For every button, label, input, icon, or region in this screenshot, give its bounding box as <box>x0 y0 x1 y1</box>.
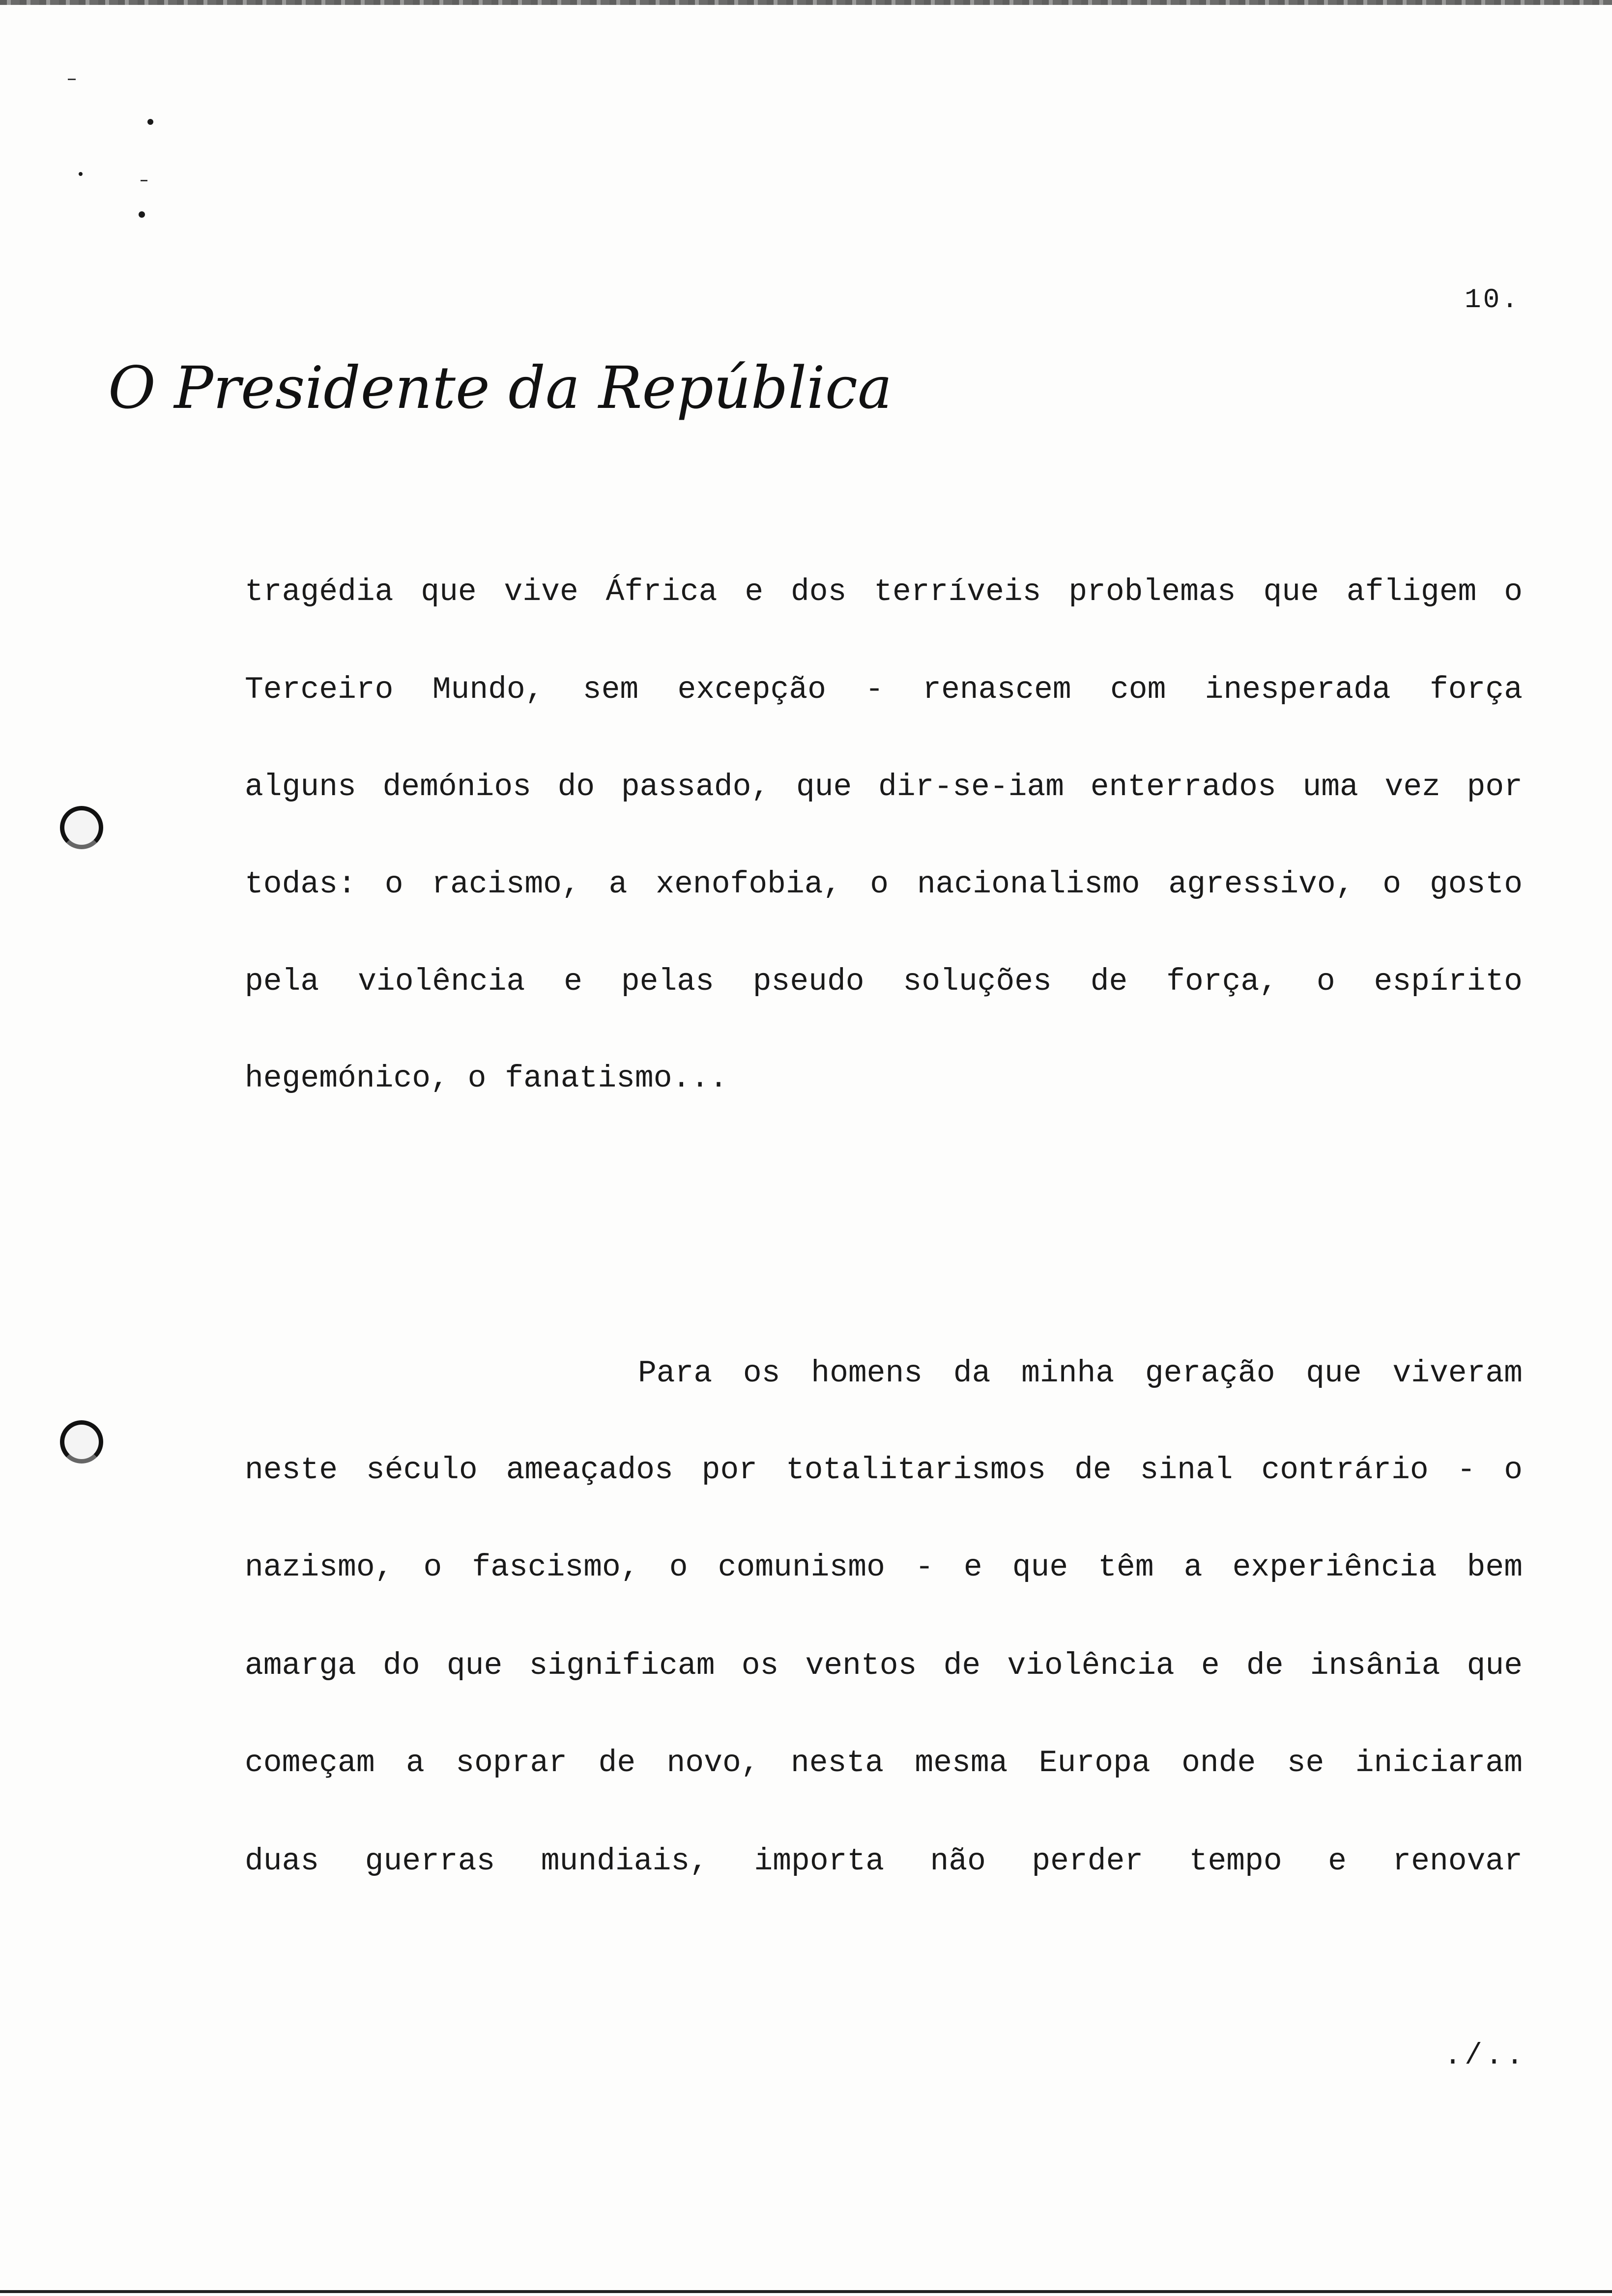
paragraph-1-line-4: todas: o racismo, a xenofobia, o nacionalismo agressivo, o gosto <box>245 867 1523 902</box>
paragraph-2-line-4: amarga do que significam os ventos de violência e de insânia que <box>245 1648 1523 1683</box>
paragraph-2-line-1: Para os homens da minha geração que viveram <box>638 1356 1523 1391</box>
scan-top-edge <box>0 0 1612 5</box>
paragraph-2-line-5: começam a soprar de novo, nesta mesma Europa onde se iniciaram <box>245 1746 1523 1780</box>
letterhead-text: O Presidente da República <box>108 354 892 422</box>
scan-mark <box>147 119 153 125</box>
paragraph-2-line-2: neste século ameaçados por totalitarismos de sinal contrário - o <box>245 1453 1523 1488</box>
letterhead-script-logo <box>103 344 892 437</box>
letterhead <box>103 344 892 437</box>
scan-mark <box>139 211 145 218</box>
punch-hole-lower <box>60 1420 103 1464</box>
paragraph-2-line-3: nazismo, o fascismo, o comunismo - e que têm a experiência bem <box>245 1550 1523 1585</box>
paragraph-2-line-6: duas guerras mundiais, importa não perder tempo e renovar <box>245 1844 1523 1879</box>
scan-bottom-edge <box>0 2290 1612 2293</box>
paragraph-1-line-3: alguns demónios do passado, que dir-se-iam enterrados uma vez por <box>245 770 1523 804</box>
paragraph-1-line-6: hegemónico, o fanatismo... <box>245 1061 728 1096</box>
scan-mark <box>68 79 76 80</box>
scan-mark <box>141 180 147 181</box>
paragraph-1-line-2: Terceiro Mundo, sem excepção - renascem com inesperada força <box>245 672 1523 707</box>
paragraph-1-line-1: tragédia que vive África e dos terríveis problemas que afligem o <box>245 574 1523 609</box>
paragraph-1-line-5: pela violência e pelas pseudo soluções de força, o espírito <box>245 964 1523 999</box>
continuation-mark: ./.. <box>1444 2039 1527 2073</box>
scan-mark <box>79 172 83 176</box>
punch-hole-upper <box>60 806 103 849</box>
page-number: 10. <box>1465 284 1520 316</box>
